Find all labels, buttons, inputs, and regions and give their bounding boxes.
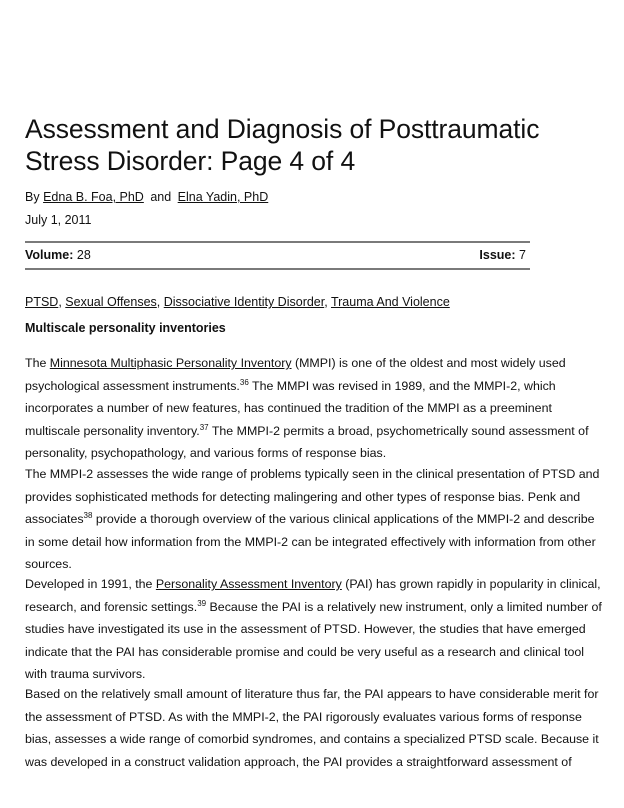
byline <box>25 189 268 205</box>
issue-info <box>479 247 530 263</box>
volume-label: Volume: <box>25 248 74 262</box>
tag-link-trauma-and-violence[interactable]: Trauma And Violence <box>330 295 450 309</box>
volume-info <box>25 247 91 263</box>
author-link-yadin[interactable]: Elna Yadin, PhD <box>177 190 269 204</box>
author-link-foa[interactable]: Edna B. Foa, PhD <box>43 190 144 204</box>
topic-tags: PTSD, Sexual Offenses, Dissociative Identity Disorder, Trauma And Violence <box>25 295 450 309</box>
volume-value: 28 <box>76 248 91 262</box>
paragraph-mmpi-intro: The Minnesota Multiphasic Personality Inventory (MMPI) is one of the oldest and most widely used psychological assessment instruments.$^{36}$ The MMPI was revised in 1989, and the MMPI-2, which incorporates a number of new features, has continued the tradition of the MMPI as a preeminent multiscale personality inventory.$^{37}$ The MMPI-2 permits a broad, psychometrically sound assessment of personality, psychopathology, and various forms of response bias. <box>25 356 589 461</box>
publication-date: July 1, 2011 <box>25 213 92 227</box>
issue-label: Issue: <box>479 248 516 262</box>
paragraph-pai-merit: Based on the relatively small amount of literature thus far, the PAI appears to have considerable merit for the assessment of PTSD. As with the MMPI-2, the PAI rigorously evaluates various forms of response bias, assesses a wide range of comorbid syndromes, and contains a specialized PTSD scale. Because it was developed in a construct validation approach, the PAI provides a straightforward assessment of <box>25 687 599 769</box>
section-heading: Multiscale personality inventories <box>25 321 226 335</box>
volume-issue-bar <box>25 247 530 263</box>
divider-top <box>25 241 530 243</box>
tag-link-dissociative-identity-disorder[interactable]: Dissociative Identity Disorder <box>163 295 325 309</box>
divider-bottom <box>25 268 530 270</box>
byline-prefix: By <box>25 190 40 204</box>
citation-37[interactable]: 37 <box>199 422 209 432</box>
byline-joiner: and <box>150 190 172 204</box>
issue-value: 7 <box>519 248 526 262</box>
tag-link-sexual-offenses[interactable]: Sexual Offenses <box>65 295 157 309</box>
article-title: Assessment and Diagnosis of Posttraumatic Stress Disorder: Page 4 of 4 <box>25 114 540 176</box>
citation-36[interactable]: 36 <box>239 377 249 387</box>
paragraph-mmpi2-ptsd: The MMPI-2 assesses the wide range of problems typically seen in the clinical presentation of PTSD and provides sophisticated methods for detecting malingering and other types of response bias. Penk and associates$^{38}$ provide a thorough overview of the various clinical applications of the MMPI-2 and describe in some detail how information from the MMPI-2 can be integrated effectively with information from other sources. <box>25 467 600 572</box>
mmpi-link[interactable]: Minnesota Multiphasic Personality Inventory <box>49 356 292 370</box>
tag-link-ptsd[interactable]: PTSD <box>25 295 59 309</box>
pai-link[interactable]: Personality Assessment Inventory <box>155 577 342 591</box>
paragraph-pai-intro: Developed in 1991, the Personality Assessment Inventory (PAI) has grown rapidly in popularity in clinical, research, and forensic settings.$^{39}$ Because the PAI is a relatively new instrument, only a limited number of studies have investigated its use in the assessment of PTSD. However, the studies that have emerged indicate that the PAI has considerable promise and could be very useful as a research and clinical tool with trauma survivors. <box>25 577 602 682</box>
citation-38[interactable]: 38 <box>83 511 93 521</box>
citation-39[interactable]: 39 <box>197 598 207 608</box>
